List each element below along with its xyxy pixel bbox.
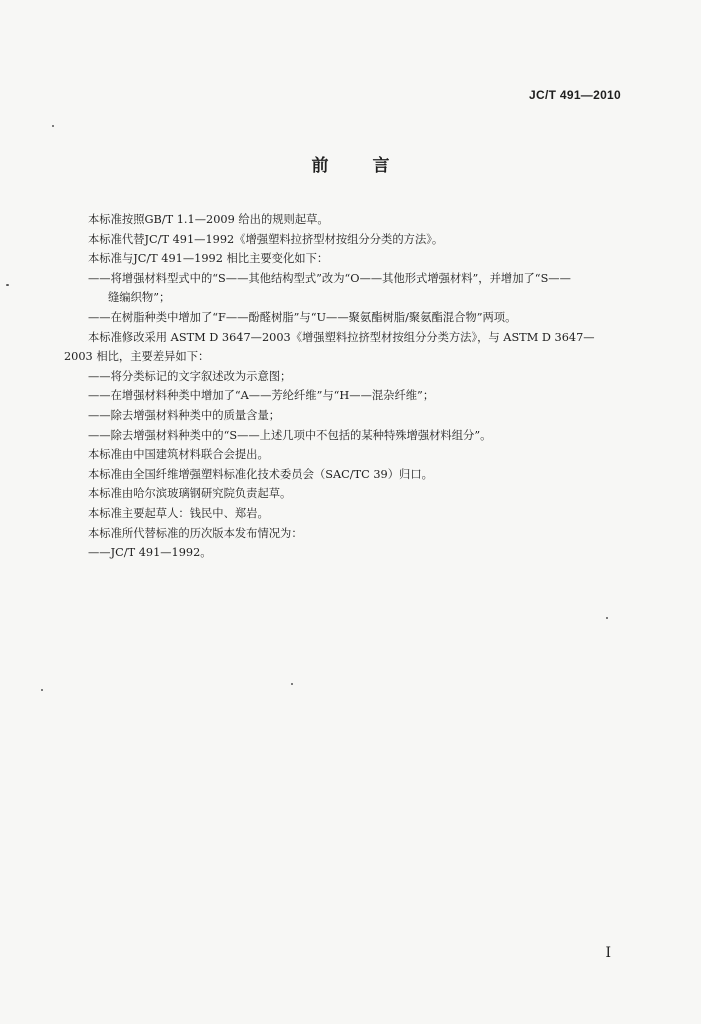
list-item-change-2: ——在树脂种类中增加了“F——酚醛树脂”与“U——聚氨酯树脂/聚氨酯混合物”两项。 bbox=[88, 310, 517, 324]
foreword-body bbox=[64, 210, 624, 563]
page-title bbox=[0, 151, 701, 176]
paragraph-drafters: 本标准主要起草人：钱民中、郑岩。 bbox=[88, 506, 269, 520]
scan-speck bbox=[52, 125, 54, 127]
list-item-difference-2: ——在增强材料种类中增加了“A——芳纶纤维”与“H——混杂纤维”； bbox=[88, 389, 435, 403]
page-title-char-2: 言 bbox=[372, 156, 390, 176]
scan-speck bbox=[291, 683, 293, 685]
scan-speck bbox=[6, 284, 9, 286]
paragraph-replaces: 本标准代替JC/T 491—1992《增强塑料拉挤型材按组分分类的方法》。 bbox=[88, 232, 444, 246]
scan-speck bbox=[41, 689, 43, 691]
paragraph-drafted-by: 本标准由哈尔滨玻璃钢研究院负责起草。 bbox=[88, 487, 292, 501]
paragraph-astm-adoption-continued: 2003 相比，主要差异如下： bbox=[64, 350, 210, 364]
scan-speck bbox=[606, 617, 608, 619]
list-item-difference-4: ——除去增强材料种类中的“S——上述几项中不包括的某种特殊增强材料组分”。 bbox=[88, 428, 492, 442]
list-item-change-1-continued: 缝编织物”； bbox=[108, 291, 171, 305]
paragraph-astm-adoption: 本标准修改采用 ASTM D 3647—2003《增强塑料拉挤型材按组分分类方法》，与 ASTM D 3647— bbox=[88, 330, 595, 344]
list-item-difference-3: ——除去增强材料种类中的质量含量； bbox=[88, 408, 281, 422]
page-number: I bbox=[605, 945, 611, 961]
paragraph-version-history: 本标准所代替标准的历次版本发布情况为： bbox=[88, 526, 303, 540]
list-item-previous-version: ——JC/T 491—1992。 bbox=[88, 546, 212, 560]
paragraph-proposed-by: 本标准由中国建筑材料联合会提出。 bbox=[88, 448, 269, 462]
page-title-char-1: 前 bbox=[311, 156, 329, 176]
document-code: JC/T 491—2010 bbox=[529, 88, 621, 102]
list-item-change-1: ——将增强材料型式中的“S——其他结构型式”改为“O——其他形式增强材料”，并增加了“S—— bbox=[88, 271, 571, 285]
list-item-difference-1: ——将分类标记的文字叙述改为示意图； bbox=[88, 369, 292, 383]
paragraph-drafting-rules: 本标准按照GB/T 1.1—2009 给出的规则起草。 bbox=[88, 213, 329, 226]
paragraph-centralized-by: 本标准由全国纤维增强塑料标准化技术委员会（SAC/TC 39）归口。 bbox=[88, 467, 433, 481]
paragraph-changes-intro: 本标准与JC/T 491—1992 相比主要变化如下： bbox=[88, 252, 329, 266]
